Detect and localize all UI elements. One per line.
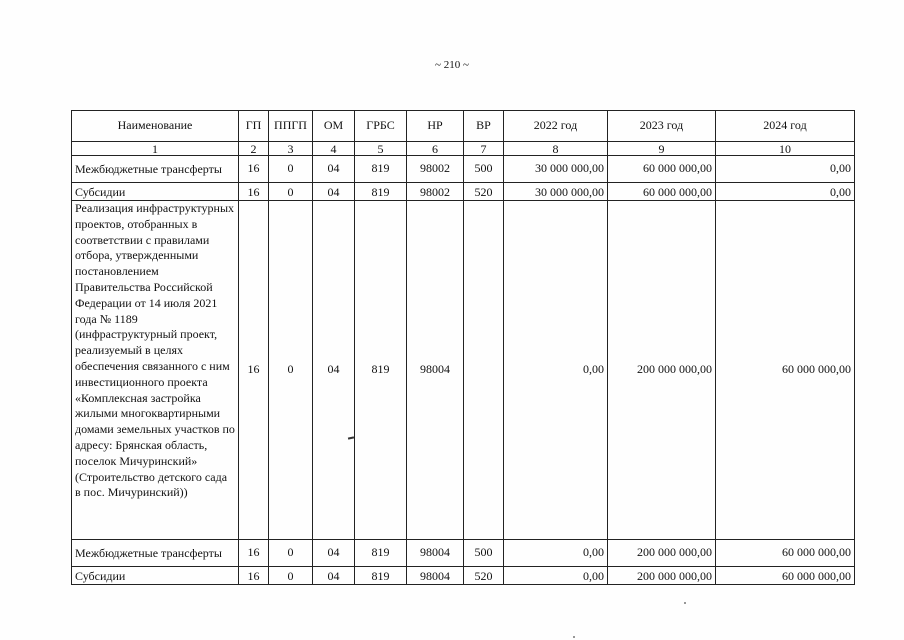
cell-grbs: 819 [355,201,407,540]
column-index: 2 [239,142,269,156]
column-index: 1 [72,142,239,156]
cell-2022: 30 000 000,00 [504,156,608,183]
header-row [72,111,855,142]
row-name: Субсидии [72,183,239,201]
header-gp: ГП [239,111,269,142]
cell-nr: 98002 [407,156,464,183]
cell-grbs: 819 [355,156,407,183]
table-row [72,567,855,585]
cell-2024: 60 000 000,00 [716,540,855,567]
cell-2024: 0,00 [716,156,855,183]
cell-2024: 60 000 000,00 [716,567,855,585]
table-row [72,540,855,567]
cell-om: 04 [313,567,355,585]
cell-2023: 60 000 000,00 [608,156,716,183]
column-index: 10 [716,142,855,156]
column-index: 3 [269,142,313,156]
column-index-row [72,142,855,156]
cell-2023: 60 000 000,00 [608,183,716,201]
cell-om: 04 [313,183,355,201]
row-name: Межбюджетные трансферты [72,156,239,183]
cell-2023: 200 000 000,00 [608,540,716,567]
scan-dot [573,636,575,638]
cell-ppgp: 0 [269,567,313,585]
column-index: 7 [464,142,504,156]
page-number: ~ 210 ~ [435,59,469,71]
cell-2022: 30 000 000,00 [504,183,608,201]
header-vr: ВР [464,111,504,142]
cell-ppgp: 0 [269,540,313,567]
cell-2022: 0,00 [504,540,608,567]
header-ppgp: ППГП [269,111,313,142]
cell-grbs: 819 [355,540,407,567]
cell-grbs: 819 [355,567,407,585]
cell-2024: 60 000 000,00 [716,201,855,540]
table-row [72,183,855,201]
cell-2023: 200 000 000,00 [608,201,716,540]
cell-nr: 98004 [407,201,464,540]
cell-gp: 16 [239,567,269,585]
column-index: 8 [504,142,608,156]
cell-nr: 98004 [407,540,464,567]
table-row [72,156,855,183]
column-index: 9 [608,142,716,156]
cell-grbs: 819 [355,183,407,201]
scan-dot [684,602,686,604]
header-name: Наименование [72,111,239,142]
cell-gp: 16 [239,201,269,540]
header-2024: 2024 год [716,111,855,142]
cell-nr: 98002 [407,183,464,201]
cell-vr: 520 [464,183,504,201]
row-name: Субсидии [72,567,239,585]
cell-om: 04 [313,540,355,567]
cell-vr: 520 [464,567,504,585]
header-2023: 2023 год [608,111,716,142]
cell-gp: 16 [239,183,269,201]
budget-table [71,110,855,585]
cell-vr: 500 [464,540,504,567]
cell-om: 04 [313,201,355,540]
cell-ppgp: 0 [269,183,313,201]
cell-vr: 500 [464,156,504,183]
header-2022: 2022 год [504,111,608,142]
cell-ppgp: 0 [269,201,313,540]
row-name: Реализация инфраструктурных проектов, отобранных в соответствии с правилами отбора, утвержденными постановлением Правительства Российской Федерации от 14 июля 2021 года № 1189 (инфраструктурный проект, реализуемый в целях обеспечения связанного с ним инвестиционного проекта «Комплексная застройка жилыми многоквартирными домами земельных участков по адресу: Брянская область, поселок Мичуринский» (Строительство детского сада в пос. Мичуринский)) [72,201,239,540]
cell-2022: 0,00 [504,567,608,585]
cell-2022: 0,00 [504,201,608,540]
cell-gp: 16 [239,540,269,567]
header-om: ОМ [313,111,355,142]
header-grbs: ГРБС [355,111,407,142]
table-row [72,201,855,540]
cell-vr [464,201,504,540]
header-nr: НР [407,111,464,142]
cell-ppgp: 0 [269,156,313,183]
cell-2023: 200 000 000,00 [608,567,716,585]
row-name: Межбюджетные трансферты [72,540,239,567]
cell-2024: 0,00 [716,183,855,201]
column-index: 6 [407,142,464,156]
column-index: 4 [313,142,355,156]
cell-gp: 16 [239,156,269,183]
cell-om: 04 [313,156,355,183]
column-index: 5 [355,142,407,156]
cell-nr: 98004 [407,567,464,585]
